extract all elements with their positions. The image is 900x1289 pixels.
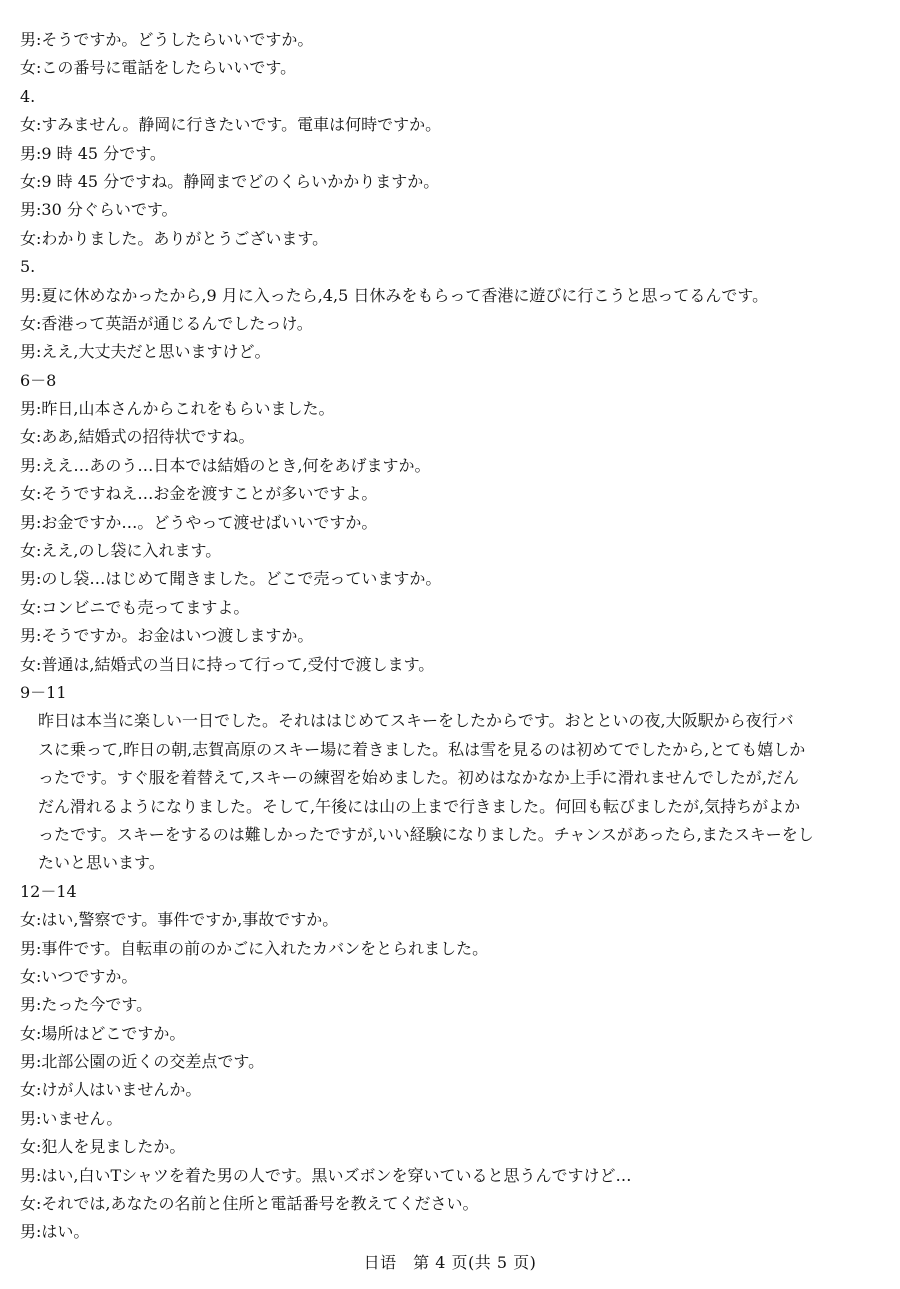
dialogue-block-12-14 bbox=[20, 878, 890, 1247]
script-line: 男:のし袋…はじめて聞きました。どこで売っていますか。 bbox=[20, 569, 442, 589]
script-line: 男:30 分ぐらいです。 bbox=[20, 200, 178, 220]
script-line: 男:そうですか。お金はいつ渡しますか。 bbox=[20, 626, 314, 646]
script-line: 女:わかりました。ありがとうございます。 bbox=[20, 228, 329, 248]
script-line: 男:いません。 bbox=[20, 1108, 123, 1128]
script-line: 男:北部公園の近くの交差点です。 bbox=[20, 1052, 265, 1072]
script-line: 男:夏に休めなかったから,9 月に入ったら,4,5 日休みをもらって香港に遊びに行こうと思ってるんです。 bbox=[20, 285, 769, 305]
script-line: 6－8 bbox=[20, 370, 57, 390]
paragraph-line: 昨日は本当に楽しい一日でした。それははじめてスキーをしたからです。おとといの夜,大阪駅から夜行バ bbox=[38, 711, 794, 731]
script-line: 女:いつですか。 bbox=[20, 966, 138, 986]
script-line: 女:香港って英語が通じるんでしたっけ。 bbox=[20, 313, 313, 333]
script-line: 男:はい,白いTシャツを着た男の人です。黒いズボンを穿いていると思うんですけど… bbox=[20, 1165, 632, 1185]
script-line: 男:はい。 bbox=[20, 1222, 90, 1242]
script-line: 4. bbox=[20, 86, 36, 106]
script-line: 女:ああ,結婚式の招待状ですね。 bbox=[20, 427, 255, 447]
script-line: 男:たった今です。 bbox=[20, 995, 153, 1015]
script-line: 女:けが人はいませんか。 bbox=[20, 1080, 202, 1100]
script-line: 5. bbox=[20, 257, 36, 277]
script-line: 女:それでは,あなたの名前と住所と電話番号を教えてください。 bbox=[20, 1194, 479, 1214]
script-line: 女:ええ,のし袋に入れます。 bbox=[20, 541, 222, 561]
paragraph-line: ったです。すぐ服を着替えて,スキーの練習を始めました。初めはなかなか上手に滑れませんでしたが,だん bbox=[38, 768, 799, 788]
script-line: 男:お金ですか…。どうやって渡せばいいですか。 bbox=[20, 512, 378, 532]
script-line: 男:事件です。自転車の前のかごに入れたカバンをとられました。 bbox=[20, 938, 489, 958]
script-line: 女:9 時 45 分ですね。静岡までどのくらいかかりますか。 bbox=[20, 171, 440, 191]
script-line: 女:そうですねえ…お金を渡すことが多いですよ。 bbox=[20, 484, 378, 504]
listening-script bbox=[20, 26, 890, 1247]
script-line: 女:この番号に電話をしたらいいです。 bbox=[20, 58, 297, 78]
narration-paragraph bbox=[20, 707, 890, 877]
script-line: 女:普通は,結婚式の当日に持って行って,受付で渡します。 bbox=[20, 654, 435, 674]
script-line: 男:そうですか。どうしたらいいですか。 bbox=[20, 30, 314, 49]
script-line: 女:場所はどこですか。 bbox=[20, 1023, 186, 1043]
script-line: 12－14 bbox=[20, 881, 77, 901]
script-line: 男:昨日,山本さんからこれをもらいました。 bbox=[20, 399, 335, 419]
script-line: 9－11 bbox=[20, 682, 67, 702]
script-line: 女:コンビニでも売ってますよ。 bbox=[20, 597, 250, 617]
script-line: 女:すみません。静岡に行きたいです。電車は何時ですか。 bbox=[20, 115, 442, 135]
dialogue-block-1-to-9 bbox=[20, 26, 890, 707]
paragraph-line: スに乗って,昨日の朝,志賀高原のスキー場に着きました。私は雪を見るのは初めてでしたから,とても嬉しか bbox=[38, 739, 806, 759]
paragraph-line: だん滑れるようになりました。そして,午後には山の上まで行きました。何回も転びましたが,気持ちがよか bbox=[38, 796, 801, 816]
script-line: 女:犯人を見ましたか。 bbox=[20, 1137, 186, 1157]
paragraph-line: ったです。スキーをするのは難しかったですが,いい経験になりました。チャンスがあったら,またスキーをし bbox=[38, 824, 814, 844]
paragraph-line: たいと思います。 bbox=[38, 853, 165, 873]
page-footer: 日语 第 4 页(共 5 页) bbox=[363, 1253, 537, 1272]
script-line: 女:はい,警察です。事件ですか,事故ですか。 bbox=[20, 910, 339, 930]
script-line: 男:ええ,大丈夫だと思いますけど。 bbox=[20, 342, 271, 362]
script-line: 男:ええ…あのう…日本では結婚のとき,何をあげますか。 bbox=[20, 455, 431, 475]
script-line: 男:9 時 45 分です。 bbox=[20, 143, 166, 163]
